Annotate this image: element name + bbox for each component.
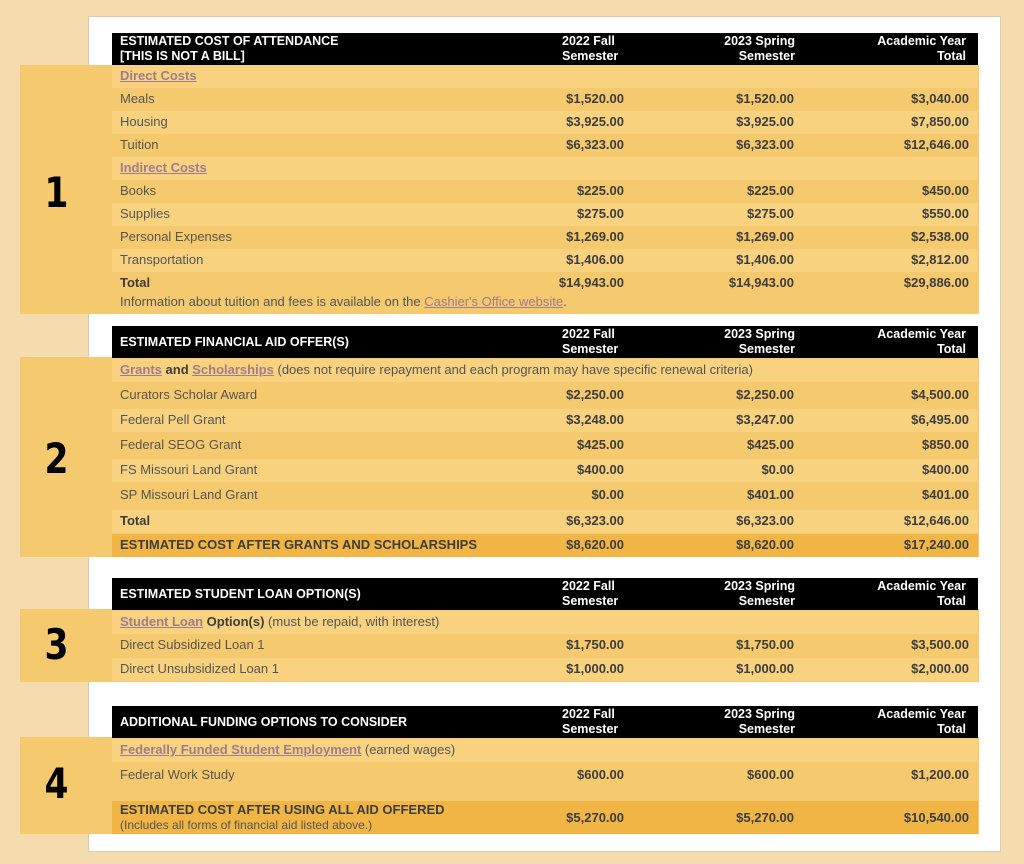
scholarships-link[interactable]: Scholarships <box>192 362 274 377</box>
total-value: $2,538.00 <box>911 229 969 244</box>
col-fall: 2022 Fall Semester <box>562 34 619 63</box>
cost-after-all-aid-row <box>112 801 978 834</box>
fall-value: $8,620.00 <box>566 537 624 552</box>
section-number-1: 1 <box>44 168 69 217</box>
and-text: and <box>161 362 193 377</box>
cost-after-grants-row <box>112 534 978 557</box>
section-title: ESTIMATED STUDENT LOAN OPTION(S) <box>120 587 361 601</box>
total-value: $12,646.00 <box>903 137 969 152</box>
col-fall: 2022 Fall Semester <box>562 579 619 608</box>
row-label: Housing <box>120 114 168 129</box>
table-row <box>112 764 978 790</box>
total-value: $1,200.00 <box>911 767 969 782</box>
loan-note: (must be repaid, with interest) <box>264 614 440 629</box>
subheader-row <box>112 157 978 180</box>
spring-value: $1,406.00 <box>736 252 794 267</box>
section-number-3: 3 <box>44 620 69 669</box>
subheader-row <box>112 739 978 762</box>
row-label: Tuition <box>120 137 159 152</box>
col-spring: 2023 Spring Semester <box>724 327 795 356</box>
row-label: Federal Pell Grant <box>120 412 226 427</box>
col-spring: 2023 Spring Semester <box>724 579 795 608</box>
section-number-4: 4 <box>44 759 69 808</box>
col-fall: 2022 Fall Semester <box>562 327 619 356</box>
fall-value: $5,270.00 <box>566 810 624 825</box>
direct-costs-link[interactable]: Direct Costs <box>120 68 197 83</box>
total-row <box>112 272 978 295</box>
spring-value: $401.00 <box>747 487 794 502</box>
spring-value: $3,925.00 <box>736 114 794 129</box>
table-row <box>112 88 978 111</box>
spring-value: $600.00 <box>747 767 794 782</box>
indirect-costs-link[interactable]: Indirect Costs <box>120 160 207 175</box>
fall-value: $6,323.00 <box>566 137 624 152</box>
col-total: Academic Year Total <box>877 707 966 736</box>
table-header <box>112 33 978 65</box>
row-label: FS Missouri Land Grant <box>120 462 258 477</box>
col-fall: 2022 Fall Semester <box>562 707 619 736</box>
spring-value: $225.00 <box>747 183 794 198</box>
total-row <box>112 510 978 533</box>
table-row <box>112 134 978 157</box>
grants-note: (does not require repayment and each program may have specific renewal criteria) <box>273 362 753 377</box>
student-employment-link[interactable]: Federally Funded Student Employment <box>120 742 362 757</box>
row-label: Personal Expenses <box>120 229 233 244</box>
col-total: Academic Year Total <box>877 327 966 356</box>
table-row <box>112 459 978 482</box>
section-title: ESTIMATED FINANCIAL AID OFFER(S) <box>120 335 349 349</box>
total-value: $4,500.00 <box>911 387 969 402</box>
spring-value: $1,520.00 <box>736 91 794 106</box>
note-end: . <box>563 294 567 309</box>
fall-value: $275.00 <box>577 206 624 221</box>
row-label: Direct Unsubsidized Loan 1 <box>120 661 279 676</box>
fall-value: $2,250.00 <box>566 387 624 402</box>
total-value: $12,646.00 <box>903 513 969 528</box>
spring-value: $0.00 <box>761 462 794 477</box>
row-label: Direct Subsidized Loan 1 <box>120 637 265 652</box>
table-row <box>112 409 978 432</box>
total-value: $3,040.00 <box>911 91 969 106</box>
table-row <box>112 634 978 657</box>
total-value: $2,812.00 <box>911 252 969 267</box>
fall-value: $0.00 <box>591 487 624 502</box>
row-label: ESTIMATED COST AFTER GRANTS AND SCHOLARSHIPS <box>120 537 478 552</box>
row-label: Federal SEOG Grant <box>120 437 242 452</box>
section-number-2: 2 <box>44 434 69 483</box>
spring-value: $14,943.00 <box>728 275 794 290</box>
table-row <box>112 384 978 407</box>
table-header <box>112 578 978 610</box>
table-row <box>112 434 978 457</box>
spring-value: $1,750.00 <box>736 637 794 652</box>
table-row <box>112 226 978 249</box>
table-row <box>112 111 978 134</box>
fall-value: $1,520.00 <box>566 91 624 106</box>
fall-value: $425.00 <box>577 437 624 452</box>
row-label: Total <box>120 513 151 528</box>
table-row <box>112 249 978 272</box>
total-value: $6,495.00 <box>911 412 969 427</box>
fall-value: $3,248.00 <box>566 412 624 427</box>
total-value: $3,500.00 <box>911 637 969 652</box>
row-label: Supplies <box>120 206 170 221</box>
col-spring: 2023 Spring Semester <box>724 707 795 736</box>
spring-value: $3,247.00 <box>736 412 794 427</box>
fall-value: $14,943.00 <box>558 275 624 290</box>
row-label: Books <box>120 183 157 198</box>
total-value: $7,850.00 <box>911 114 969 129</box>
total-value: $29,886.00 <box>903 275 969 290</box>
spring-value: $1,000.00 <box>736 661 794 676</box>
section-title: ADDITIONAL FUNDING OPTIONS TO CONSIDER <box>120 715 408 729</box>
fall-value: $600.00 <box>577 767 624 782</box>
row-label: Transportation <box>120 252 204 267</box>
total-value: $450.00 <box>922 183 969 198</box>
cashiers-office-link[interactable]: Cashier's Office website <box>424 294 564 309</box>
total-value: $17,240.00 <box>903 537 969 552</box>
spring-value: $425.00 <box>747 437 794 452</box>
subheader-row <box>112 359 978 382</box>
table-row <box>112 203 978 226</box>
spring-value: $6,323.00 <box>736 137 794 152</box>
spring-value: $2,250.00 <box>736 387 794 402</box>
table-row <box>112 484 978 507</box>
fall-value: $1,000.00 <box>566 661 624 676</box>
fall-value: $1,406.00 <box>566 252 624 267</box>
row-label: Curators Scholar Award <box>120 387 258 402</box>
table-header <box>112 706 978 738</box>
col-total: Academic Year Total <box>877 579 966 608</box>
fall-value: $400.00 <box>577 462 624 477</box>
row-label: Meals <box>120 91 155 106</box>
col-total: Academic Year Total <box>877 34 966 63</box>
fall-value: $1,269.00 <box>566 229 624 244</box>
fall-value: $1,750.00 <box>566 637 624 652</box>
tuition-info-note <box>120 294 567 309</box>
total-value: $2,000.00 <box>911 661 969 676</box>
grants-link[interactable]: Grants <box>120 362 162 377</box>
subheader-row <box>112 611 978 634</box>
note-text: Information about tuition and fees is available on the <box>120 294 425 309</box>
row-label: ESTIMATED COST AFTER USING ALL AID OFFERED <box>120 802 445 817</box>
fall-value: $225.00 <box>577 183 624 198</box>
table-header <box>112 326 978 358</box>
spring-value: $275.00 <box>747 206 794 221</box>
row-label: Total <box>120 275 151 290</box>
section-title: ESTIMATED COST OF ATTENDANCE [THIS IS NOT A BILL] <box>120 34 339 63</box>
subheader-row <box>112 65 978 88</box>
spring-value: $5,270.00 <box>736 810 794 825</box>
total-value: $550.00 <box>922 206 969 221</box>
row-sublabel: (Includes all forms of financial aid listed above.) <box>120 818 373 832</box>
fall-value: $6,323.00 <box>566 513 624 528</box>
spring-value: $8,620.00 <box>736 537 794 552</box>
total-value: $10,540.00 <box>903 810 969 825</box>
table-row <box>112 658 978 681</box>
employment-note: (earned wages) <box>361 742 456 757</box>
total-value: $850.00 <box>922 437 969 452</box>
table-row <box>112 180 978 203</box>
row-label: Federal Work Study <box>120 767 235 782</box>
spring-value: $1,269.00 <box>736 229 794 244</box>
total-value: $400.00 <box>922 462 969 477</box>
student-loan-link[interactable]: Student Loan <box>120 614 204 629</box>
total-value: $401.00 <box>922 487 969 502</box>
options-text: Option(s) <box>203 614 265 629</box>
spring-value: $6,323.00 <box>736 513 794 528</box>
col-spring: 2023 Spring Semester <box>724 34 795 63</box>
row-label: SP Missouri Land Grant <box>120 487 258 502</box>
fall-value: $3,925.00 <box>566 114 624 129</box>
